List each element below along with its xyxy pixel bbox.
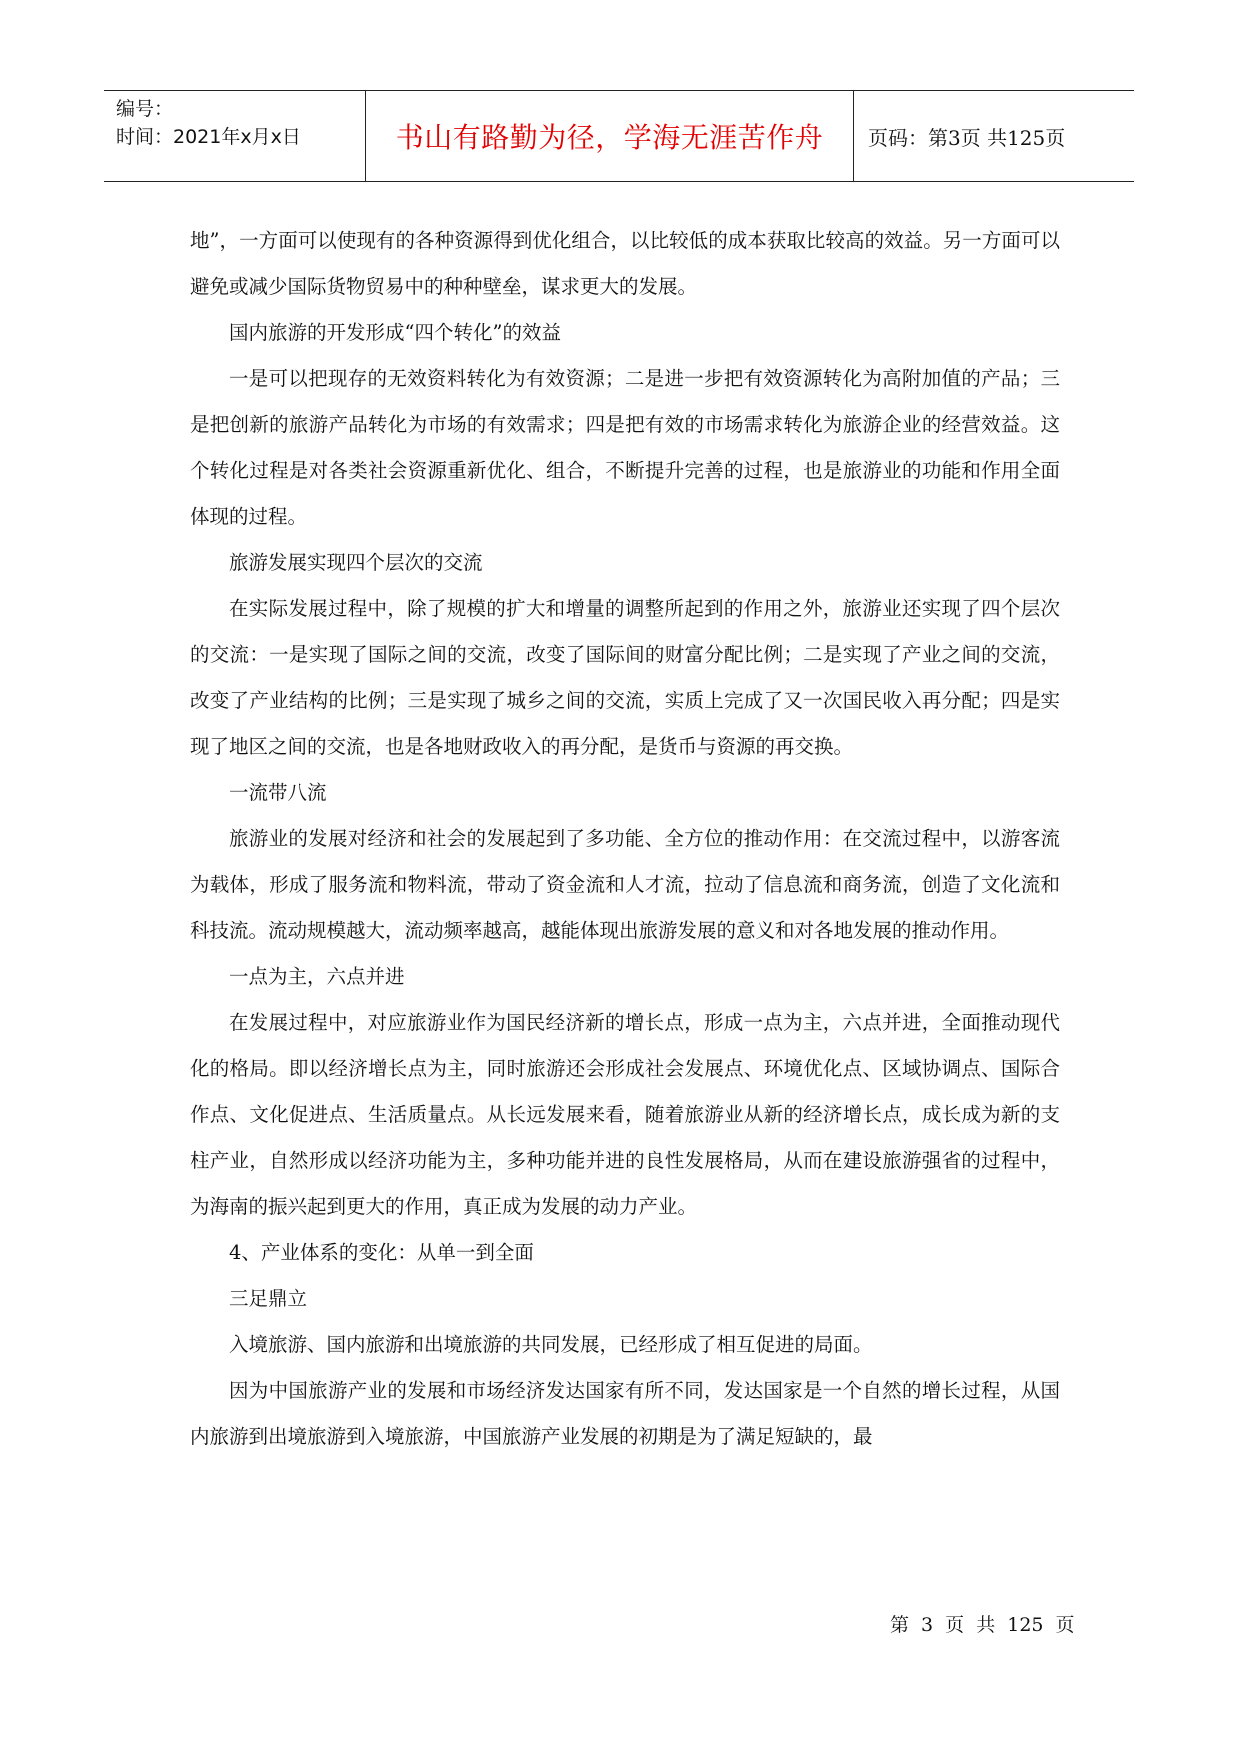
section-heading: 三足鼎立 <box>229 1287 308 1310</box>
header-meta <box>104 91 366 181</box>
section-heading: 旅游发展实现四个层次的交流 <box>229 551 483 574</box>
paragraph: 因为中国旅游产业的发展和市场经济发达国家有所不同，发达国家是一个自然的增长过程，从国内旅游到出境旅游到入境旅游，中国旅游产业发展的初期是为了满足短缺的，最 <box>190 1379 1060 1448</box>
paragraph: 在发展过程中，对应旅游业作为国民经济新的增长点，形成一点为主，六点并进，全面推动现代化的格局。即以经济增长点为主，同时旅游还会形成社会发展点、环境优化点、区域协调点、国际合作点、文化促进点、生活质量点。从长远发展来看，随着旅游业从新的经济增长点，成长成为新的支柱产业，自然形成以经济功能为主，多种功能并进的良性发展格局，从而在建设旅游强省的过程中，为海南的振兴起到更大的作用，真正成为发展的动力产业。 <box>190 1011 1060 1218</box>
paragraph: 一是可以把现存的无效资料转化为有效资源；二是进一步把有效资源转化为高附加值的产品；三是把创新的旅游产品转化为市场的有效需求；四是把有效的市场需求转化为旅游企业的经营效益。这个转化过程是对各类社会资源重新优化、组合，不断提升完善的过程，也是旅游业的功能和作用全面体现的过程。 <box>190 367 1060 528</box>
paragraph: 入境旅游、国内旅游和出境旅游的共同发展，已经形成了相互促进的局面。 <box>229 1333 873 1356</box>
paragraph: 地”，一方面可以使现有的各种资源得到优化组合，以比较低的成本获取比较高的效益。另一方面可以避免或减少国际货物贸易中的种种壁垒，谋求更大的发展。 <box>190 229 1060 298</box>
section-heading: 一点为主，六点并进 <box>229 965 405 988</box>
header-motto: 书山有路勤为径，学海无涯苦作舟 <box>366 91 854 181</box>
header-page-code: 页码：第3页 共125页 <box>868 125 1066 150</box>
paragraph: 在实际发展过程中，除了规模的扩大和增量的调整所起到的作用之外，旅游业还实现了四个层次的交流：一是实现了国际之间的交流，改变了国际间的财富分配比例；二是实现了产业之间的交流，改变了产业结构的比例；三是实现了城乡之间的交流，实质上完成了又一次国民收入再分配；四是实现了地区之间的交流，也是各地财政收入的再分配，是货币与资源的再交换。 <box>190 597 1060 758</box>
page-footer: 第 3 页 共 125 页 <box>890 1614 1075 1636</box>
time-label: 时间：2021年x月x日 <box>116 126 301 148</box>
document-body <box>190 218 1060 1460</box>
serial-label: 编号： <box>116 98 174 120</box>
page-header <box>104 90 1134 182</box>
section-heading: 4、产业体系的变化：从单一到全面 <box>229 1241 534 1264</box>
section-heading: 一流带八流 <box>229 781 327 804</box>
paragraph: 旅游业的发展对经济和社会的发展起到了多功能、全方位的推动作用：在交流过程中，以游客流为载体，形成了服务流和物料流，带动了资金流和人才流，拉动了信息流和商务流，创造了文化流和科技流。流动规模越大，流动频率越高，越能体现出旅游发展的意义和对各地发展的推动作用。 <box>190 827 1060 942</box>
section-heading: 国内旅游的开发形成“四个转化”的效益 <box>229 321 561 344</box>
